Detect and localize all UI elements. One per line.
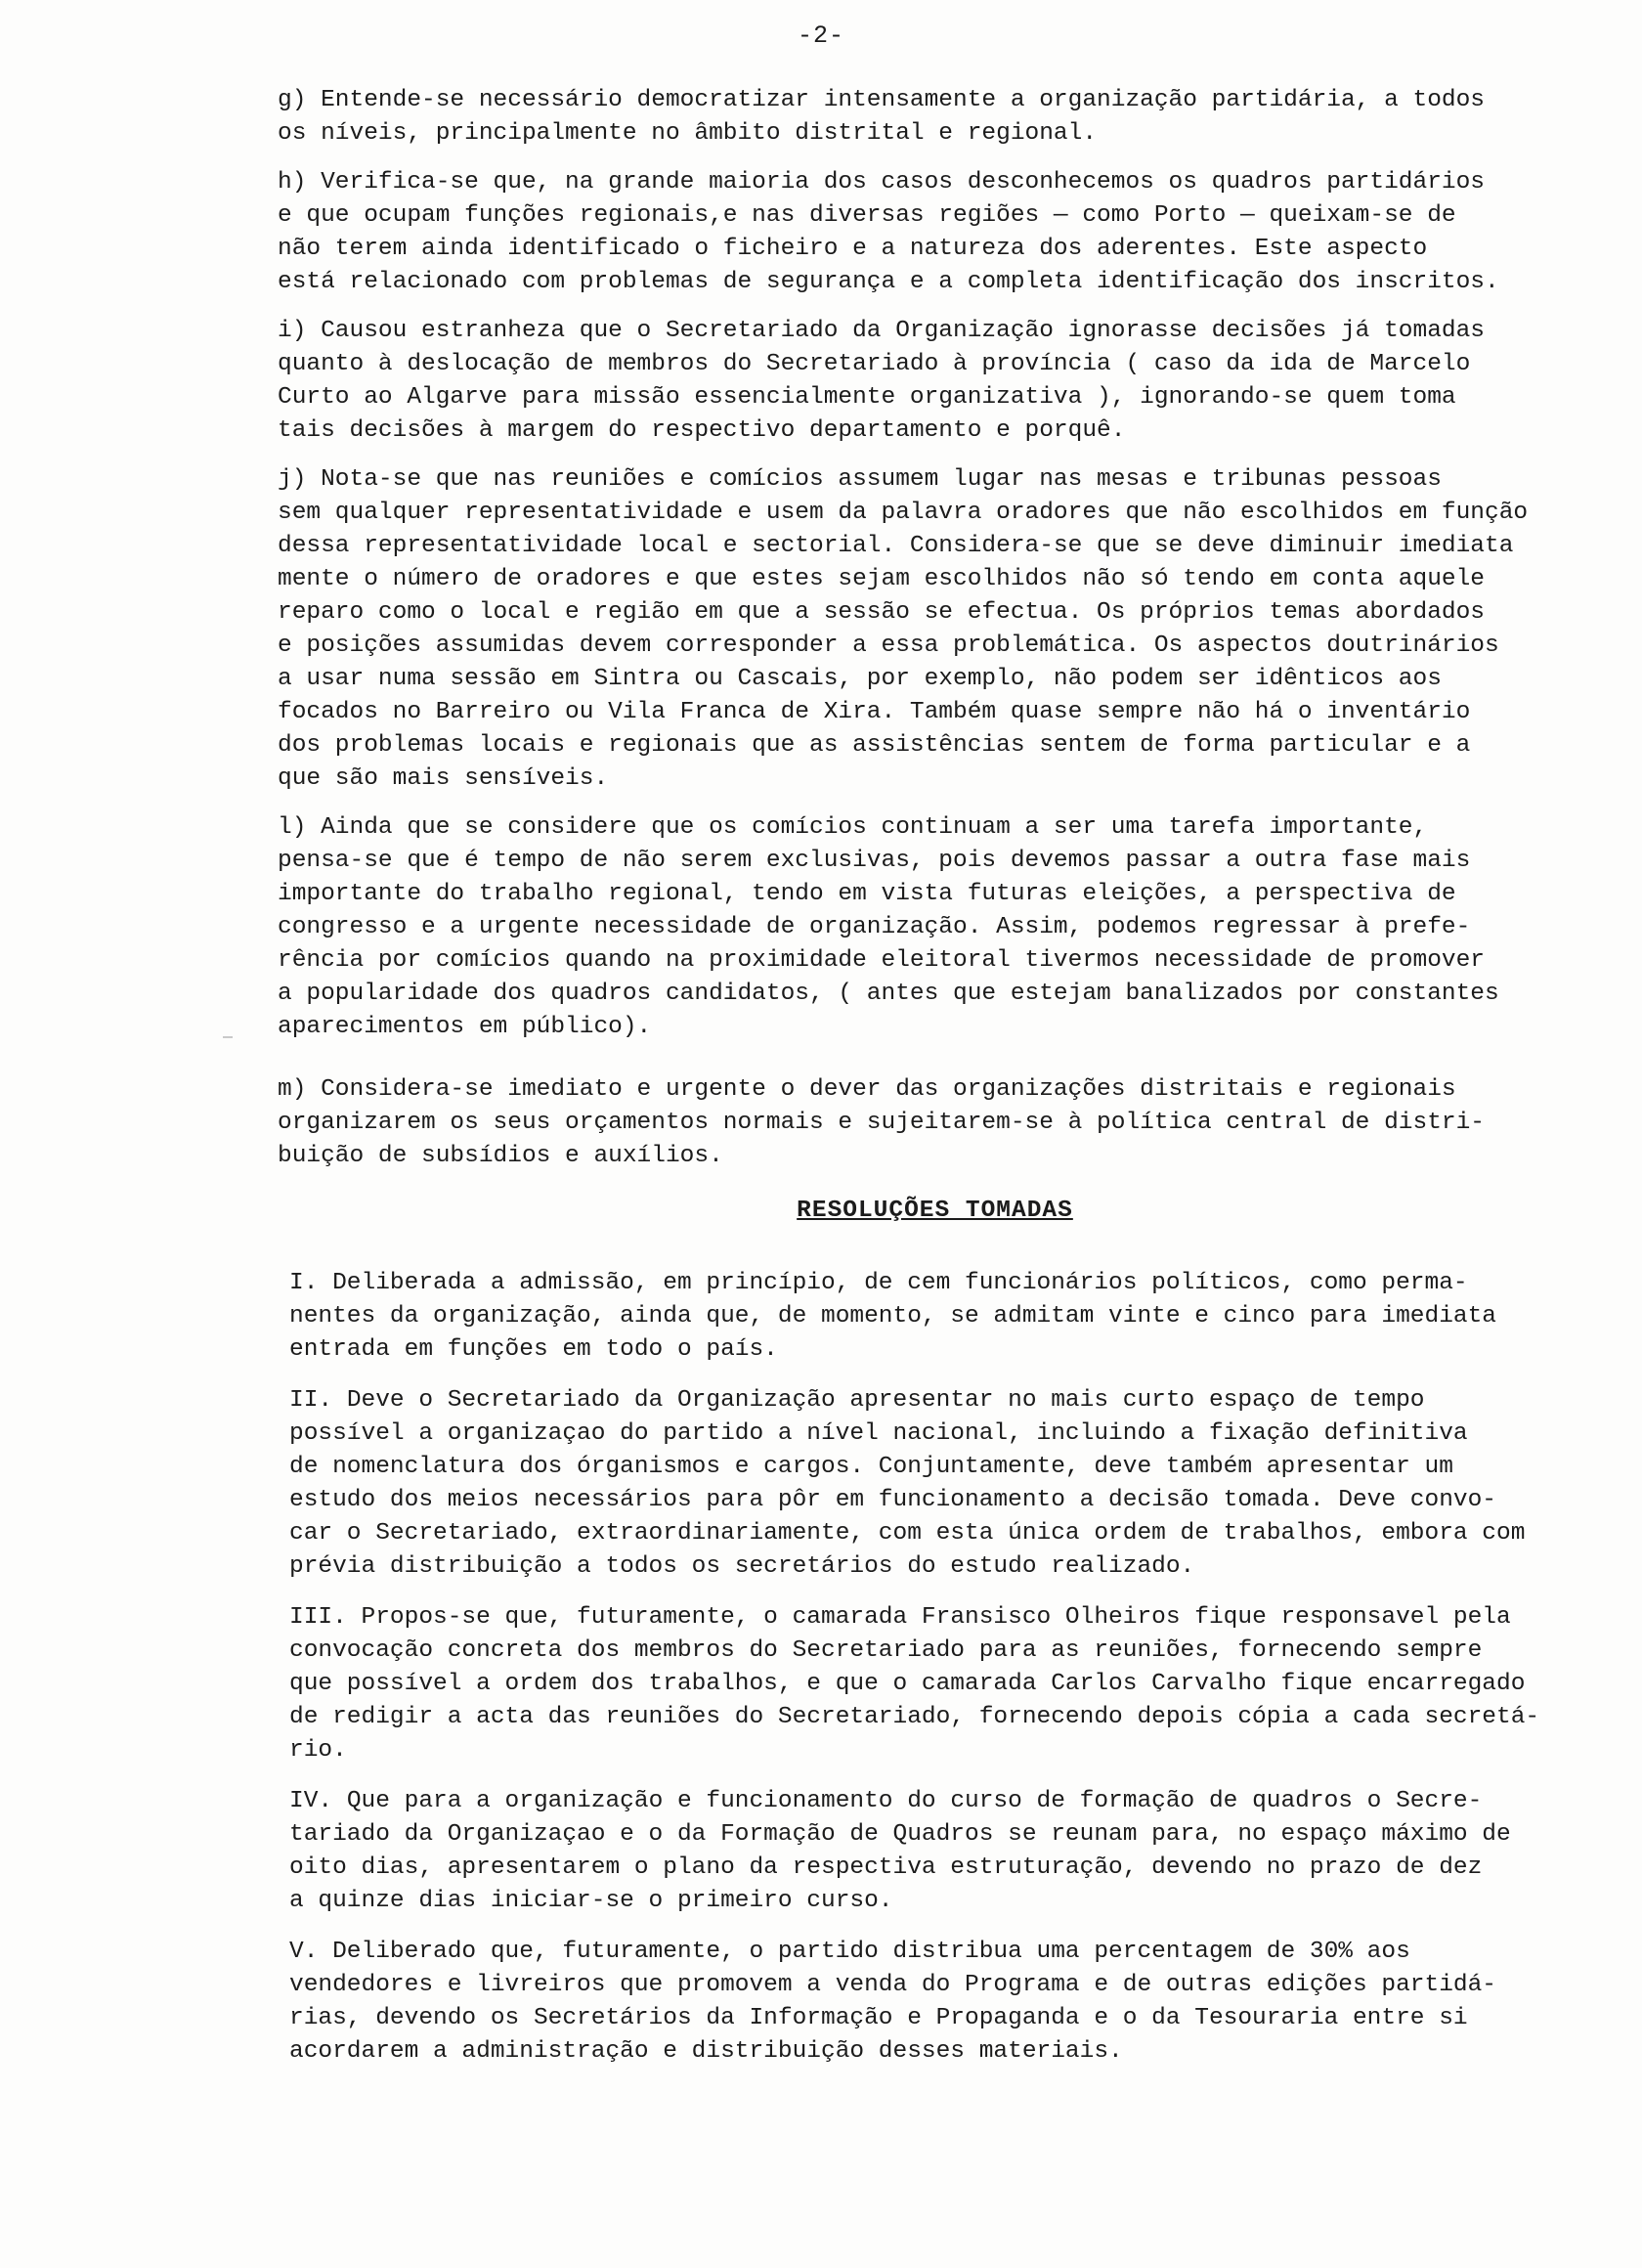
resolution-text: Deliberado que, futuramente, o partido distribua uma percentagem de 30% aos vendedores e livreiros que promovem a venda do Programa e de outras edições partidá- rias, devendo os Secretários da Informação e Propaganda e o da Tesouraria entre si acordarem a administração e distribuição desses materiais. <box>289 1939 1497 2065</box>
margin-mark <box>223 1036 233 1038</box>
paragraph-label: j) <box>278 466 307 493</box>
paragraph-label: g) <box>278 87 307 113</box>
paragraph-g <box>278 84 1592 151</box>
paragraph-m <box>278 1073 1592 1173</box>
resolution-text: Propos-se que, futuramente, o camarada Fransisco Olheiros fique responsavel pela convocação concreta dos membros do Secretariado para as reuniões, fornecendo sempre que possível a ordem dos trabalhos, e que o camarada Carlos Carvalho fique encarregado de redigir a acta das reuniões do Secretariado, fornecendo depois cópia a cada secretá- rio. <box>289 1604 1540 1764</box>
paragraph-label: h) <box>278 169 307 196</box>
paragraph-label: m) <box>278 1076 307 1103</box>
resolution-i <box>289 1267 1592 1367</box>
resolution-label: III. <box>289 1604 347 1631</box>
resolution-text: Deve o Secretariado da Organização apresentar no mais curto espaço de tempo possível a organizaçao do partido a nível nacional, incluindo a fixação definitiva de nomenclatura dos órganismos e cargos. Conjuntamente, deve também apresentar um estudo dos meios necessários para pôr em funcionamento a decisão tomada. Deve convo- car o Secretariado, extraordinariamente, com esta única ordem de trabalhos, embora com prévia distribuição a todos os secretários do estudo realizado. <box>289 1387 1526 1580</box>
resolution-label: IV. <box>289 1788 333 1814</box>
paragraph-text: Causou estranheza que o Secretariado da Organização ignorasse decisões já tomadas quanto à deslocação de membros do Secretariado à província ( caso da ida de Marcelo Curto ao Algarve para missão essencialmente organizativa ), ignorando-se quem toma tais decisões à margem do respectivo departamento e porquê. <box>278 318 1486 444</box>
section-heading: RESOLUÇÕES TOMADAS <box>797 1198 1073 1224</box>
paragraph-label: i) <box>278 318 307 344</box>
resolution-label: V. <box>289 1939 319 1965</box>
paragraph-text: Entende-se necessário democratizar intensamente a organização partidária, a todos os níveis, principalmente no âmbito distrital e regional. <box>278 87 1486 147</box>
resolution-v <box>289 1936 1592 2069</box>
document-body <box>278 84 1592 2086</box>
resolution-label: I. <box>289 1270 319 1296</box>
page-number: -2- <box>797 22 844 50</box>
paragraph-j <box>278 463 1592 796</box>
paragraph-text: Verifica-se que, na grande maioria dos casos desconhecemos os quadros partidários e que ocupam funções regionais,e nas diversas regiões — como Porto — queixam-se de não terem ainda identificado o ficheiro e a natureza dos aderentes. Este aspecto está relacionado com problemas de segurança e a completa identificação dos inscritos. <box>278 169 1499 295</box>
paragraph-h <box>278 166 1592 299</box>
resolution-iv <box>289 1785 1592 1918</box>
paragraph-l <box>278 811 1592 1044</box>
paragraph-text: Nota-se que nas reuniões e comícios assumem lugar nas mesas e tribunas pessoas sem qualquer representatividade e usem da palavra oradores que não escolhidos em função dessa representatividade local e sectorial. Considera-se que se deve diminuir imediata mente o número de oradores e que estes sejam escolhidos não só tendo em conta aquele reparo como o local e região em que a sessão se efectua. Os próprios temas abordados e posições assumidas devem corresponder a essa problemática. Os aspectos doutrinários a usar numa sessão em Sintra ou Cascais, por exemplo, não podem ser idênticos aos focados no Barreiro ou Vila Franca de Xira. Também quase sempre não há o inventário dos problemas locais e regionais que as assistências sentem de forma particular e a que são mais sensíveis. <box>278 466 1529 792</box>
resolution-text: Deliberada a admissão, em princípio, de cem funcionários políticos, como perma- nentes da organização, ainda que, de momento, se admitam vinte e cinco para imediata entrada em funções em todo o país. <box>289 1270 1497 1363</box>
resolution-iii <box>289 1601 1592 1767</box>
paragraph-text: Considera-se imediato e urgente o dever das organizações distritais e regionais organizarem os seus orçamentos normais e sujeitarem-se à política central de distri- buição de subsídios e auxílios. <box>278 1076 1486 1169</box>
resolution-text: Que para a organização e funcionamento do curso de formação de quadros o Secre- tariado da Organizaçao e o da Formação de Quadros se reunam para, no espaço máximo de oito dias, apresentarem o plano da respectiva estruturação, devendo no prazo de dez a quinze dias iniciar-se o primeiro curso. <box>289 1788 1511 1914</box>
paragraph-label: l) <box>278 814 307 841</box>
resolution-ii <box>289 1384 1592 1584</box>
resolution-label: II. <box>289 1387 333 1414</box>
paragraph-text: Ainda que se considere que os comícios continuam a ser uma tarefa importante, pensa-se que é tempo de não serem exclusivas, pois devemos passar a outra fase mais importante do trabalho regional, tendo em vista futuras eleições, a perspectiva de congresso e a urgente necessidade de organização. Assim, podemos regressar à prefe- rência por comícios quando na proximidade eleitoral tivermos necessidade de promover a popularidade dos quadros candidatos, ( antes que estejam banalizados por constantes aparecimentos em público). <box>278 814 1499 1040</box>
paragraph-i <box>278 315 1592 448</box>
